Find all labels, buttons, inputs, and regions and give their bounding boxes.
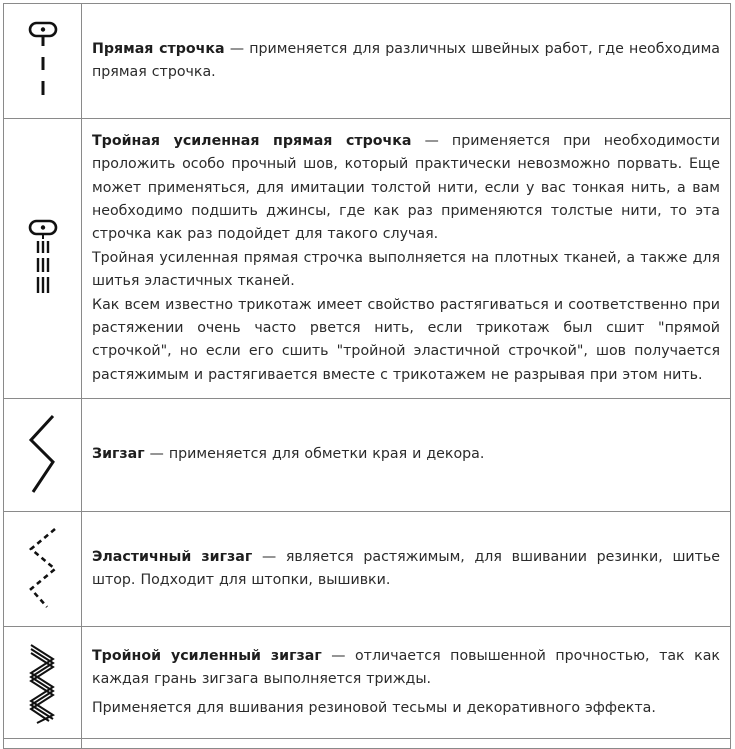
table-row [4, 4, 731, 119]
table-row [4, 119, 731, 399]
stitch-name: Зигзаг [92, 446, 145, 463]
stitch-name: Прямая строчка [92, 40, 225, 57]
triple-straight-stitch-icon [23, 219, 63, 299]
straight-stitch-icon [23, 21, 63, 101]
stitch-description: Зигзаг — применяется для обметки края и декора. [92, 446, 485, 463]
stitch-description: Тройная усиленная прямая строчка выполняется на плотных тканей, а также для шитья эластичных тканей. [92, 249, 720, 290]
stitch-name: Эластичный зигзаг [92, 548, 253, 565]
stitch-name: Тройная усиленная прямая строчка [92, 132, 412, 149]
table-row [4, 627, 731, 739]
zigzag-stitch-icon [23, 414, 63, 496]
stitch-description: Тройной усиленный зигзаг — отличается повышенной прочностью, так как каждая грань зигзага выполняется трижды. [92, 647, 720, 688]
stitch-description: Применяется для вшивания резиновой тесьмы и декоративного эффекта. [92, 699, 656, 716]
stitch-description: Тройная усиленная прямая строчка — применяется при необходимости проложить особо прочный шов, который практически невозможно порвать. Еще может применяться, для имитации толстой нити, если у вас тонкая нить, а вам необходимо подшить джинсы, где как раз применяются толстые нити, то эта строчка как раз подойдет для такого случая. [92, 132, 720, 243]
elastic-zigzag-stitch-icon [23, 527, 63, 611]
table-row [4, 399, 731, 512]
stitch-table [3, 3, 731, 749]
stitch-guide [3, 3, 731, 749]
table-row [4, 739, 731, 749]
stitch-description: Прямая строчка — применяется для различных швейных работ, где необходима прямая строчка. [92, 40, 720, 80]
stitch-name: Тройной усиленный зигзаг [92, 647, 322, 664]
table-row [4, 512, 731, 627]
stitch-description: Эластичный зигзаг — является растяжимым, для вшивании резинки, шитье штор. Подходит для штопки, вышивки. [92, 548, 720, 588]
stitch-description: Как всем известно трикотаж имеет свойство растягиваться и соответственно при растяжении очень часто рвется нить, если трикотаж был сшит "прямой строчкой", но если его сшить "тройной эластичной строчкой", шов получается растяжимым и растягивается вместе с трикотажем не разрывая при этом нить. [92, 296, 720, 383]
triple-zigzag-stitch-icon [23, 641, 63, 725]
